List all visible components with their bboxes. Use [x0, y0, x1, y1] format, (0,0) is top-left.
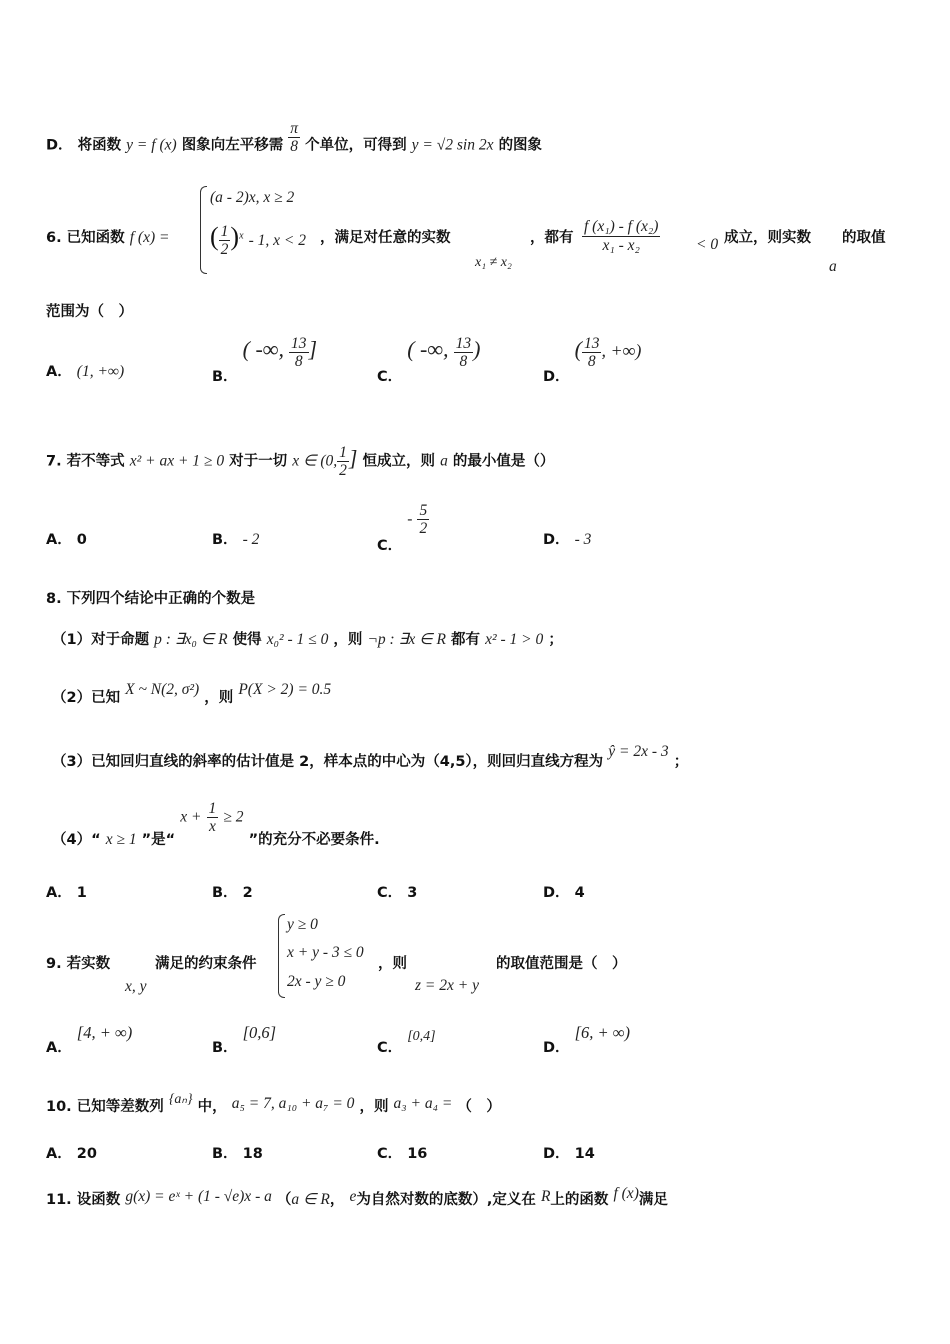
option-value: 16: [407, 1146, 428, 1162]
q8-s2-math: P(X > 2) = 0.5: [238, 681, 332, 698]
q9-stem-c: [378, 952, 407, 973]
q9-option-a[interactable]: [46, 1022, 133, 1056]
frac-den: 8: [587, 353, 596, 370]
q6-base-frac: [219, 223, 231, 258]
q9-z: z = 2x + y: [415, 977, 479, 994]
frac-num: π: [290, 120, 299, 137]
q9-option-b[interactable]: [212, 1022, 277, 1056]
q6-brace: [200, 186, 207, 274]
q8-s4-math: x +: [180, 808, 202, 826]
option-value: ( -∞,: [242, 336, 284, 362]
q9-brace: [278, 914, 285, 998]
q11-e: e: [349, 1188, 357, 1205]
option-label: A．: [46, 885, 72, 901]
option-label: C．: [377, 368, 403, 385]
option-frac: [289, 335, 309, 370]
q9-constraint-2: x + y - 3 ≤ 0: [287, 944, 364, 961]
option-label: C．: [377, 1040, 403, 1056]
q11-cond: a ∈ R: [291, 1191, 330, 1208]
frac-num: 13: [455, 335, 472, 352]
option-value: - 2: [242, 531, 260, 548]
q11-func: g(x) = eˣ + (1 - √e)x - a: [125, 1188, 272, 1205]
q6-exp: x: [239, 230, 244, 242]
q6-func: f (x) =: [129, 229, 170, 246]
frac-den: 2: [220, 241, 229, 258]
option-label: B．: [212, 1040, 238, 1056]
q11-R: R: [540, 1188, 551, 1205]
q5-fraction: [288, 120, 300, 155]
q8-option-b[interactable]: [212, 881, 253, 902]
q7-text: 恒成立，则: [362, 453, 435, 470]
q8-s1: 使得: [232, 632, 262, 648]
q7-stem: [46, 444, 554, 479]
option-label: D．: [543, 532, 570, 548]
q8-s4-frac: [207, 800, 219, 835]
q10-option-b[interactable]: [212, 1142, 263, 1163]
option-label: A．: [46, 532, 72, 548]
q9-vars: x, y: [125, 978, 147, 995]
q9-option-c[interactable]: [377, 1024, 436, 1056]
option-value: (1, +∞): [76, 363, 125, 380]
q6-text: ，都有: [530, 230, 574, 246]
q8-s4: ”的充分不必要条件.: [248, 831, 380, 848]
q11-text: 上的函数: [550, 1192, 609, 1208]
q8-s1-math: ¬p : ∃x ∈ R: [367, 631, 446, 648]
q7-text: 的最小值是（）: [452, 453, 555, 470]
option-value: (: [574, 336, 582, 362]
q5-func: y = f (x): [126, 136, 177, 154]
q10-stem: [46, 1092, 501, 1116]
frac-den: 8: [294, 353, 303, 370]
option-value: 3: [407, 885, 418, 901]
q8-s1: 都有: [451, 632, 481, 648]
option-value: ( -∞,: [407, 336, 449, 362]
frac-num: f (x₁) - f (x₂): [584, 218, 659, 235]
option-label: C．: [377, 537, 403, 554]
q6-var: a: [829, 258, 837, 275]
option-value: [0,6]: [242, 1023, 277, 1042]
q8-s1-math: p : ∃x₀ ∈ R: [154, 631, 228, 648]
q8-s4: ”是“: [141, 831, 176, 848]
q10-cond: a₅ = 7, a₁₀ + a₇ = 0: [231, 1095, 355, 1112]
q7-option-a[interactable]: [46, 528, 87, 549]
q9-stem-a: [46, 952, 110, 973]
option-label: A．: [46, 364, 72, 380]
q8-stem: [46, 587, 255, 608]
question-number: 8.: [46, 591, 62, 607]
question-number: 11.: [46, 1192, 72, 1208]
q8-s1-math: x² - 1 > 0: [485, 631, 544, 648]
q8-statement-4: [52, 800, 380, 848]
q9-option-d[interactable]: [543, 1022, 631, 1056]
q7-range: ]: [348, 445, 358, 471]
q10-seq: {aₙ}: [168, 1092, 193, 1107]
q7-range-frac: [337, 444, 349, 479]
option-value: [4, + ∞): [76, 1023, 133, 1042]
q6-text: 成立，则实数: [724, 230, 811, 246]
q8-s1: ，则: [333, 632, 363, 648]
q8-s2-math: X ~ N(2, σ²): [125, 681, 200, 698]
q7-text: 对于一切: [229, 453, 288, 470]
q11-stem: [46, 1185, 668, 1209]
q10-option-c[interactable]: [377, 1142, 427, 1163]
option-value: 1: [76, 885, 87, 901]
q10-text: （ ）: [457, 1099, 501, 1115]
q8-s1: （1）对于命题: [52, 632, 150, 648]
q6-text: 范围为（ ）: [46, 304, 133, 320]
option-label: C．: [377, 885, 403, 901]
q8-s4-math: ≥ 2: [223, 808, 244, 826]
q10-text: 中，: [197, 1099, 227, 1115]
option-value: 14: [574, 1146, 595, 1162]
q8-s3-math: ŷ = 2x - 3: [608, 743, 669, 760]
option-value: [0,4]: [407, 1029, 436, 1044]
option-label: A．: [46, 1146, 72, 1162]
q10-option-d[interactable]: [543, 1142, 595, 1163]
frac-den: x₁ - x₂: [602, 237, 640, 254]
q6-ineq: < 0: [696, 236, 719, 253]
frac-num: 1: [339, 444, 347, 461]
option-label: D．: [543, 1146, 570, 1162]
option-value: -: [407, 510, 413, 528]
q5-text: 图象向左平移需: [181, 137, 284, 154]
q5-text: 个单位，可得到: [305, 137, 407, 154]
option-label: D．: [543, 368, 570, 385]
option-value: 20: [76, 1146, 97, 1162]
q5-text: 将函数: [77, 137, 122, 154]
q7-text: 若不等式: [66, 453, 125, 470]
q5-option-d-label: D．: [46, 137, 73, 154]
q6-option-d[interactable]: [543, 335, 642, 385]
option-value: , +∞): [601, 340, 642, 361]
q6-option-c[interactable]: [377, 335, 481, 385]
q6-stem-line1b: [320, 226, 451, 247]
option-label: D．: [543, 1040, 570, 1056]
q6-text: 已知函数: [66, 230, 125, 246]
q9-constraint-3: 2x - y ≥ 0: [287, 973, 346, 990]
q5-result: y = √2 sin 2x: [411, 136, 494, 154]
q8-s2: （2）已知: [52, 690, 121, 706]
q6-stem-line2: [46, 300, 133, 321]
q8-option-d[interactable]: [543, 881, 585, 902]
q11-text: ，: [329, 1192, 345, 1208]
q8-statement-1: [52, 628, 563, 649]
option-label: D．: [543, 885, 570, 901]
q9-text: 满足的约束条件: [155, 956, 257, 972]
frac-den: 2: [419, 520, 428, 537]
q11-text: 设函数: [76, 1192, 121, 1208]
q6-piece-2: ( $\frac{1}{2}$ )$^x$ - 1, x < 2: [210, 222, 307, 258]
q10-option-a[interactable]: [46, 1142, 97, 1163]
q10-text: 已知等差数列: [76, 1099, 164, 1115]
question-number: 10.: [46, 1099, 72, 1115]
q6-option-b[interactable]: [212, 335, 318, 385]
q9-text: 的取值范围是（ ）: [496, 956, 627, 972]
q8-s2: ，则: [204, 690, 234, 706]
q9-stem-d: [496, 952, 627, 973]
q5-text: 的图象: [498, 137, 543, 154]
q9-constraint-1: y ≥ 0: [287, 916, 318, 933]
q11-text: （: [276, 1192, 292, 1208]
option-label: B．: [212, 885, 238, 901]
frac-num: 5: [419, 502, 428, 519]
q9-text: ，则: [378, 956, 407, 972]
q8-option-c[interactable]: [377, 881, 417, 902]
frac-num: 13: [583, 335, 600, 352]
option-label: A．: [46, 1040, 72, 1056]
frac-den: x: [208, 818, 216, 835]
q7-range: x ∈ (0,: [292, 452, 338, 470]
option-frac: [582, 335, 602, 370]
frac-num: 1: [208, 800, 217, 817]
q8-statement-2: [52, 681, 332, 707]
option-value: ): [473, 336, 481, 362]
question-number: 7.: [46, 453, 62, 470]
q9-text: 若实数: [66, 956, 111, 972]
option-label: B．: [212, 1146, 238, 1162]
option-value: 18: [242, 1146, 263, 1162]
option-value: 0: [76, 532, 87, 548]
q6-piece-1: (a - 2)x, x ≥ 2: [210, 189, 295, 206]
option-label: B．: [212, 532, 238, 548]
frac-den: 2: [339, 462, 347, 479]
option-value: - 3: [574, 531, 592, 548]
q6-piece-2-rest: - 1, x < 2: [248, 232, 307, 249]
option-label: B．: [212, 368, 238, 385]
q6-text-5: [842, 226, 886, 247]
q8-s4: （4）“: [52, 831, 101, 848]
q7-option-c[interactable]: [377, 502, 429, 554]
q7-ineq: x² + ax + 1 ≥ 0: [129, 452, 225, 470]
q8-s3: ；: [673, 754, 689, 770]
q6-fraction: [582, 218, 660, 255]
q6-cond: x₁ ≠ x₂: [475, 255, 512, 270]
q6-text: 的取值: [842, 230, 886, 246]
frac-num: 1: [220, 223, 229, 240]
q11-text: 满足: [638, 1192, 668, 1208]
q6-text-3: [530, 226, 574, 247]
frac-num: 13: [291, 335, 307, 352]
frac-den: 8: [459, 353, 468, 370]
question-number: 6.: [46, 230, 62, 246]
q8-s3: （3）已知回归直线的斜率的估计值是 2，样本点的中心为（4,5），则回归直线方程为: [52, 754, 604, 770]
q8-text: 下列四个结论中正确的个数是: [66, 591, 256, 607]
question-number: 9.: [46, 956, 62, 972]
option-frac: [454, 335, 474, 370]
option-value: ]: [308, 336, 318, 362]
option-value: [6, + ∞): [574, 1023, 631, 1042]
q8-s4-math: x ≥ 1: [105, 830, 137, 848]
q10-text: ，则: [359, 1099, 389, 1115]
q11-fx: f (x): [613, 1185, 639, 1202]
q8-option-a[interactable]: [46, 881, 87, 902]
q6-text: ，满足对任意的实数: [320, 230, 451, 246]
q8-s1-math: x₀² - 1 ≤ 0: [266, 631, 329, 648]
q8-statement-3: [52, 743, 689, 771]
option-value: 2: [242, 885, 253, 901]
q6-option-a[interactable]: [46, 360, 124, 381]
frac-den: 8: [290, 138, 299, 155]
q9-stem-b: [155, 952, 257, 973]
q5-option-d: [46, 120, 543, 163]
q7-option-b[interactable]: [212, 528, 259, 549]
q8-s1: ；: [548, 632, 563, 648]
q6-text-4: [724, 226, 811, 247]
option-label: C．: [377, 1146, 403, 1162]
option-value: 4: [574, 885, 585, 901]
option-frac: [417, 502, 429, 537]
q7-var: a: [440, 452, 448, 470]
q10-expr: a₃ + a₄ =: [393, 1095, 453, 1112]
q7-option-d[interactable]: [543, 528, 591, 549]
q11-text: 为自然对数的底数）,定义在: [356, 1192, 536, 1208]
q6-stem-line1: [46, 226, 169, 247]
